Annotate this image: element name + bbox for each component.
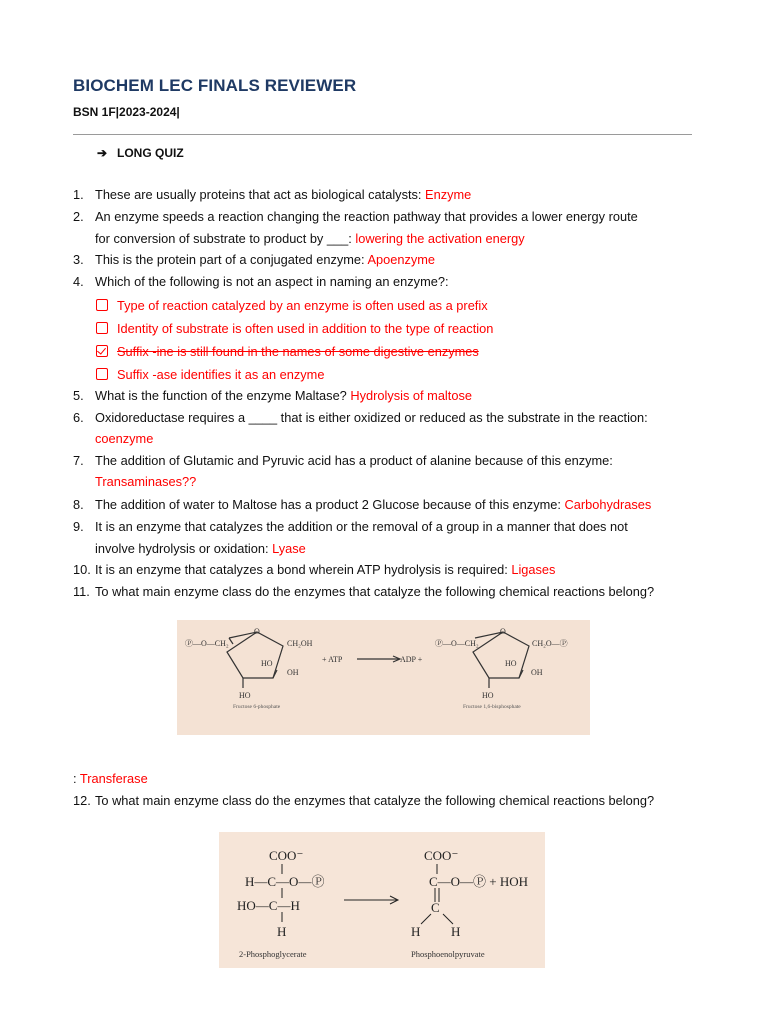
question-text: What is the function of the enzyme Maltase?: [95, 388, 351, 403]
question-text: To what main enzyme class do the enzymes that catalyze the following chemical reactions belong?: [95, 793, 655, 808]
caption-2-phosphoglycerate: 2-Phosphoglycerate: [239, 949, 307, 959]
atp-label: + ATP: [322, 655, 343, 664]
horizontal-rule: [73, 134, 692, 135]
question-text: The addition of Glutamic and Pyruvic acid has a product of alanine because of this enzyme:: [95, 453, 613, 468]
answer-text: Transferase: [79, 771, 148, 786]
answer-prefix: :: [73, 771, 80, 786]
answer-text: Apoenzyme: [367, 252, 436, 267]
ring-oxygen-left: O: [254, 627, 260, 636]
option-text: Identity of substrate is often used in addition to the type of reaction: [117, 321, 494, 336]
phosphate-label-left: Ⓟ—O—CH₂: [185, 639, 229, 648]
checked-checkbox-icon[interactable]: [96, 345, 108, 357]
h-bottom: H: [277, 924, 287, 939]
adp-label: ADP +: [400, 655, 423, 664]
question-text: To what main enzyme class do the enzymes that catalyze the following chemical reactions belong?: [95, 584, 655, 599]
question-text: involve hydrolysis or oxidation:: [95, 541, 273, 556]
option-3[interactable]: [96, 344, 479, 359]
option-text: Suffix -ase identifies it as an enzyme: [117, 367, 325, 382]
oh-label: OH: [287, 668, 299, 677]
ch2oh-label: CH₂OH: [287, 639, 313, 648]
coo-left: COO⁻: [269, 848, 304, 863]
question-number: 4.: [73, 274, 84, 289]
question-text: Which of the following is not an aspect in naming an enzyme?:: [95, 274, 449, 289]
section-label: LONG QUIZ: [117, 146, 184, 160]
question-text: It is an enzyme that catalyzes a bond wherein ATP hydrolysis is required:: [95, 562, 512, 577]
checkbox-icon[interactable]: [96, 299, 108, 311]
option-text: Type of reaction catalyzed by an enzyme is often used as a prefix: [117, 298, 488, 313]
document-subtitle: BSN 1F|2023-2024|: [73, 105, 180, 119]
answer-text: coenzyme: [95, 431, 154, 446]
answer-11: [73, 771, 148, 787]
question-number: 3.: [73, 252, 84, 267]
ho-ring-label: HO: [261, 659, 273, 668]
caption-fructose-bisphosphate: Fructose 1,6-bisphosphate: [463, 704, 521, 710]
answer-text: lowering the activation energy: [355, 231, 525, 246]
option-4[interactable]: [96, 367, 324, 382]
question-number: 5.: [73, 388, 84, 403]
row-ho-c-h: HO—C—H: [237, 898, 300, 913]
question-number: 1.: [73, 187, 84, 202]
checkbox-icon[interactable]: [96, 368, 108, 380]
question-number: 2.: [73, 209, 84, 224]
question-text: The addition of water to Maltose has a product 2 Glucose because of this enzyme:: [95, 497, 565, 512]
caption-fructose-6-phosphate: Fructose 6-phosphate: [233, 704, 281, 710]
reaction-diagram-2: [219, 832, 545, 968]
row-c-o-p-hoh: C—O—Ⓟ + HOH: [429, 874, 529, 889]
ch2op-label: CH₂O—Ⓟ: [532, 639, 568, 648]
reaction-image-2: [219, 832, 545, 968]
answer-text: Carbohydrases: [564, 497, 652, 512]
question-text: Oxidoreductase requires a ____ that is either oxidized or reduced as the substrate in the reaction:: [95, 410, 648, 425]
answer-text: Ligases: [511, 562, 556, 577]
coo-right: COO⁻: [424, 848, 459, 863]
answer-text: Transaminases??: [95, 474, 197, 489]
row-h-c-o-p: H—C—O—Ⓟ: [245, 874, 325, 889]
reaction-diagram-1: [177, 620, 590, 735]
oh-label-2: OH: [531, 668, 543, 677]
h-left: H: [411, 924, 421, 939]
option-1[interactable]: [96, 298, 488, 313]
section-heading: [97, 146, 184, 160]
question-text: These are usually proteins that act as biological catalysts:: [95, 187, 426, 202]
h-right: H: [451, 924, 461, 939]
option-text: Suffix -ine is still found in the names of some digestive enzymes: [117, 344, 479, 359]
arrow-icon: ➔: [97, 146, 108, 160]
answer-text: Enzyme: [425, 187, 472, 202]
ring-oxygen-right: O: [500, 627, 506, 636]
question-number: 12.: [73, 793, 91, 808]
question-number: 7.: [73, 453, 84, 468]
answer-text: Lyase: [272, 541, 306, 556]
reaction-image-1: [177, 620, 590, 735]
question-text: An enzyme speeds a reaction changing the reaction pathway that provides a lower energy route: [95, 209, 638, 224]
phosphate-label-right: Ⓟ—O—CH₂: [435, 639, 479, 648]
ho-ring-label-2: HO: [505, 659, 517, 668]
document-title: BIOCHEM LEC FINALS REVIEWER: [73, 76, 357, 95]
option-2[interactable]: [96, 321, 493, 336]
checkbox-icon[interactable]: [96, 322, 108, 334]
question-number: 10.: [73, 562, 91, 577]
question-number: 6.: [73, 410, 84, 425]
ho-bottom-label: HO: [239, 691, 251, 700]
question-number: 8.: [73, 497, 84, 512]
question-text: for conversion of substrate to product by ___:: [95, 231, 356, 246]
caption-phosphoenolpyruvate: Phosphoenolpyruvate: [411, 949, 485, 959]
question-text: It is an enzyme that catalyzes the addition or the removal of a group in a manner that does not: [95, 519, 628, 534]
question-number: 9.: [73, 519, 84, 534]
ho-bottom-label-2: HO: [482, 691, 494, 700]
question-number: 11.: [73, 584, 90, 599]
c-bottom: C: [431, 900, 440, 915]
answer-text: Hydrolysis of maltose: [350, 388, 472, 403]
question-text: This is the protein part of a conjugated enzyme:: [95, 252, 368, 267]
